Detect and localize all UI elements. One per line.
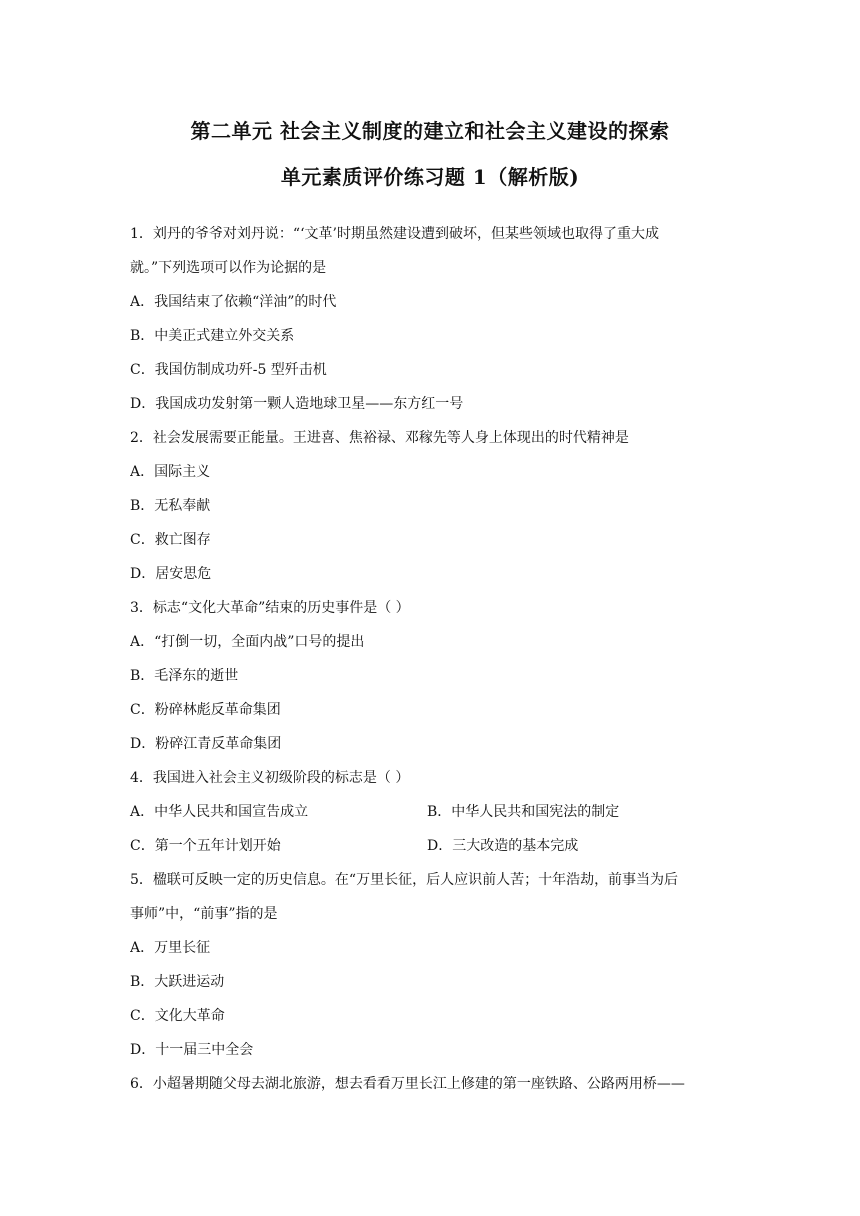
option-c: C．第一个五年计划开始 [130, 838, 281, 854]
option-a: A．中华人民共和国宣告成立 [130, 804, 309, 820]
question-text: 4．我国进入社会主义初级阶段的标志是（ ） [130, 770, 410, 786]
option-b: B．无私奉献 [130, 498, 211, 514]
question-1 [130, 223, 735, 427]
option-c: C．救亡图存 [130, 532, 211, 548]
option-b: B．中美正式建立外交关系 [130, 328, 295, 344]
question-text: 5．楹联可反映一定的历史信息。在“万里长征，后人应识前人苦；十年浩劫，前事当为后 [130, 872, 679, 888]
option-b: B．中华人民共和国宪法的制定 [427, 804, 620, 820]
option-c: C．我国仿制成功歼-5 型歼击机 [130, 362, 327, 378]
option-a: A．万里长征 [130, 940, 211, 956]
question-text: 6．小超暑期随父母去湖北旅游，想去看看万里长江上修建的第一座铁路、公路两用桥—— [130, 1076, 685, 1092]
question-3 [130, 597, 735, 767]
option-d: D．居安思危 [130, 566, 212, 582]
option-a: A．“打倒一切，全面内战”口号的提出 [130, 634, 365, 650]
question-6 [130, 1073, 735, 1107]
option-b: B．毛泽东的逝世 [130, 668, 239, 684]
question-text: 就。”下列选项可以作为论据的是 [130, 260, 327, 276]
option-b: B．大跃进运动 [130, 974, 225, 990]
option-a: A．我国结束了依赖“洋油”的时代 [130, 294, 337, 310]
question-text: 3．标志“文化大革命”结束的历史事件是（ ） [130, 600, 410, 616]
option-a: A．国际主义 [130, 464, 211, 480]
option-d: D．十一届三中全会 [130, 1042, 254, 1058]
question-text: 2．社会发展需要正能量。王进喜、焦裕禄、邓稼先等人身上体现出的时代精神是 [130, 430, 629, 446]
document-subtitle: 单元素质评价练习题 1（解析版) [280, 165, 580, 189]
option-d: D．三大改造的基本完成 [427, 838, 579, 854]
option-row [130, 835, 735, 869]
option-c: C．文化大革命 [130, 1008, 225, 1024]
document-title: 第二单元 社会主义制度的建立和社会主义建设的探索 [190, 119, 670, 143]
question-4 [130, 767, 735, 869]
question-5 [130, 869, 735, 1073]
question-text: 1．刘丹的爷爷对刘丹说：“‘文革’时期虽然建设遭到破坏，但某些领域也取得了重大成 [130, 226, 659, 242]
option-d: D．我国成功发射第一颗人造地球卫星——东方红一号 [130, 396, 464, 412]
option-d: D．粉碎江青反革命集团 [130, 736, 282, 752]
question-2 [130, 427, 735, 597]
option-row [130, 801, 735, 835]
question-text: 事师”中，“前事”指的是 [130, 906, 278, 922]
option-c: C．粉碎林彪反革命集团 [130, 702, 281, 718]
question-list [130, 223, 735, 1107]
